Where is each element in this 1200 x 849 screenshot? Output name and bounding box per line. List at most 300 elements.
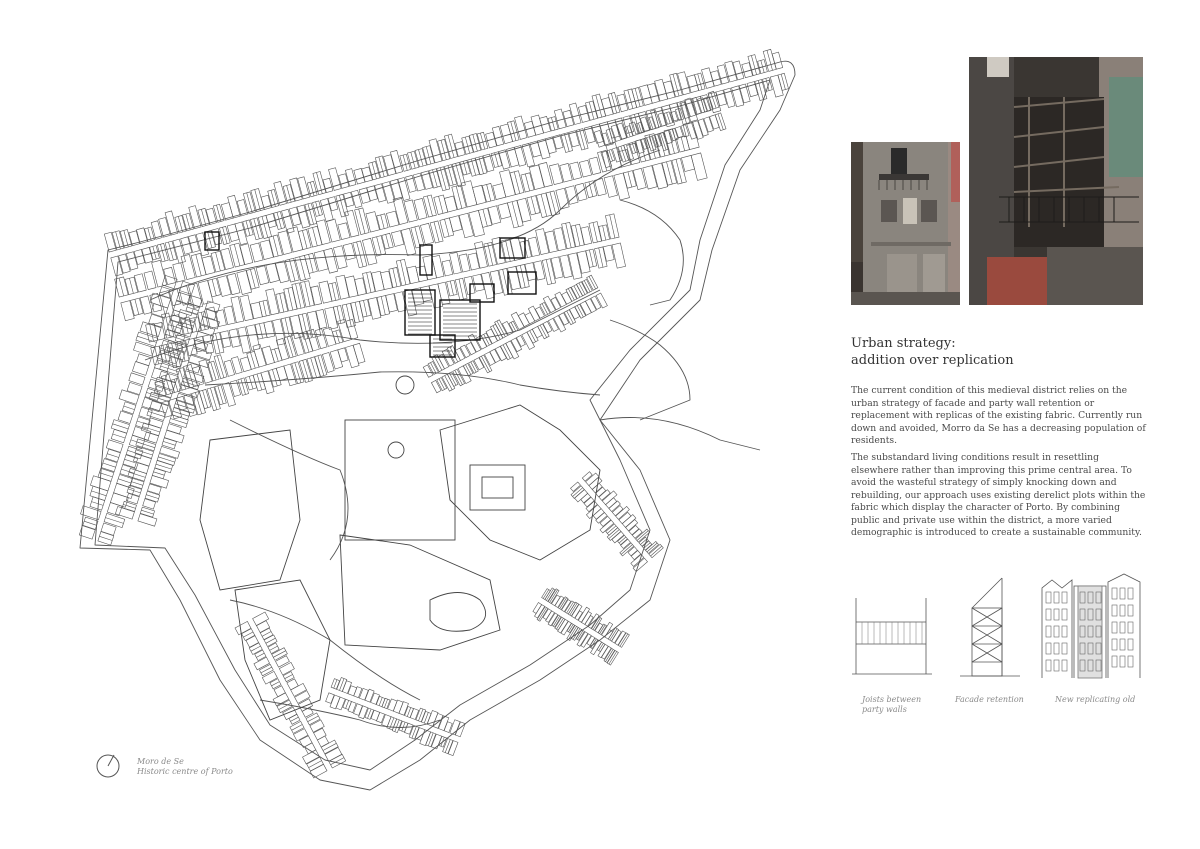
building-parcel	[629, 525, 639, 534]
joists-diagram	[852, 570, 934, 680]
roof-ridge	[256, 653, 264, 657]
roof-ridge	[393, 268, 397, 287]
building-parcel	[276, 338, 288, 360]
building-parcel	[386, 294, 398, 313]
roof-ridge	[285, 675, 293, 679]
intervention-building-4	[508, 272, 536, 294]
building-parcel	[315, 329, 327, 349]
roof-ridge	[445, 376, 453, 390]
roof-ridge	[217, 356, 224, 378]
building-parcel	[582, 472, 592, 482]
caption-facade: Facade retention	[955, 695, 1024, 704]
roof-ridge	[148, 228, 151, 241]
roof-ridge	[364, 300, 368, 316]
building-parcel	[246, 636, 259, 648]
building-parcel	[276, 656, 290, 668]
building-parcel	[770, 75, 783, 97]
window	[1112, 656, 1117, 667]
window	[1128, 656, 1133, 667]
building-parcel	[420, 223, 433, 244]
heading-line-2: addition over replication	[851, 353, 1014, 368]
roof-ridge	[568, 289, 574, 301]
roof-ridge	[313, 228, 318, 246]
window	[1062, 643, 1067, 654]
roof-ridge	[113, 434, 126, 438]
roof-ridge	[196, 255, 202, 276]
roof-ridge	[465, 137, 469, 153]
roof-ridge	[146, 495, 158, 499]
building-parcel	[631, 551, 641, 560]
building-parcel	[663, 81, 675, 99]
building-parcel	[348, 702, 356, 713]
palace-block	[340, 535, 500, 650]
roof-ridge	[272, 682, 280, 686]
building-parcel	[461, 181, 477, 207]
window	[1128, 605, 1133, 616]
roof-ridge	[512, 202, 518, 227]
roof-ridge	[135, 299, 139, 314]
window	[1054, 643, 1059, 654]
roof-ridge	[407, 708, 410, 717]
roof-ridge	[450, 373, 457, 385]
roof-ridge	[503, 345, 510, 359]
new-replicating-old-diagram	[1038, 570, 1148, 682]
building-parcel	[278, 231, 292, 255]
building-parcel	[431, 380, 441, 392]
building-parcel	[404, 200, 417, 222]
building-parcel	[134, 342, 155, 356]
roof-ridge	[483, 209, 487, 226]
building-parcel	[275, 261, 289, 283]
building-parcel	[164, 267, 176, 284]
roof-ridge	[123, 504, 135, 508]
roof-ridge	[541, 194, 547, 216]
section-heading	[851, 335, 1151, 369]
building-parcel	[181, 237, 192, 255]
roof-ridge	[493, 326, 500, 340]
roof-ridge	[216, 333, 220, 353]
window	[1120, 588, 1125, 599]
roof-ridge	[186, 214, 190, 230]
building-parcel	[148, 418, 163, 428]
building-parcel	[142, 247, 153, 263]
roof-ridge	[291, 717, 299, 721]
roof-ridge	[318, 356, 324, 376]
roof-ridge	[300, 257, 306, 280]
roof-ridge	[287, 337, 293, 357]
building-parcel	[647, 83, 659, 103]
building-parcel	[231, 296, 244, 322]
building-parcel	[260, 240, 274, 260]
roof-ridge	[309, 254, 314, 272]
building-parcel	[612, 243, 626, 268]
window	[1054, 660, 1059, 671]
roof-ridge	[530, 331, 536, 342]
building-parcel	[339, 174, 349, 189]
roof-ridge	[434, 356, 442, 370]
caption-replicating: New replicating old	[1055, 695, 1136, 704]
map-caption-title: Moro de Se	[137, 757, 184, 766]
building-parcel	[362, 167, 373, 182]
building-parcel	[254, 657, 270, 670]
roof-ridge	[154, 472, 165, 475]
roof-ridge	[546, 260, 552, 284]
roof-ridge	[628, 172, 632, 187]
roof-ridge	[384, 699, 387, 708]
roof-ridge	[201, 209, 206, 225]
roof-ridge	[211, 362, 216, 380]
building-parcel	[257, 621, 270, 633]
building-parcel	[691, 153, 707, 181]
building-parcel	[119, 254, 131, 273]
roof-ridge	[386, 234, 390, 248]
street-4	[230, 420, 348, 560]
roof-ridge	[263, 301, 266, 316]
west-block	[200, 430, 300, 590]
roof-ridge	[627, 127, 630, 137]
roof-ridge	[427, 196, 432, 216]
window	[1120, 656, 1125, 667]
cathedral-cloister-inner	[482, 477, 513, 498]
roof-ridge	[272, 369, 277, 386]
street-9	[260, 700, 440, 728]
roof-ridge	[103, 463, 116, 467]
building-parcel	[327, 219, 341, 242]
building-parcel	[643, 166, 657, 190]
cathedral-cloister	[470, 465, 525, 510]
building-parcel	[377, 712, 385, 722]
building-parcel	[119, 390, 139, 405]
roof-ridge	[346, 304, 351, 326]
building-parcel	[528, 306, 540, 321]
roof-ridge	[381, 215, 385, 229]
building-parcel	[300, 736, 313, 748]
building-parcel	[221, 248, 234, 269]
building-parcel	[345, 169, 356, 187]
building-parcel	[414, 198, 427, 219]
roof-ridge	[234, 244, 240, 266]
roof-ridge	[118, 479, 131, 483]
building-parcel	[355, 278, 367, 296]
window	[1046, 592, 1051, 603]
street-5	[600, 418, 760, 451]
window	[1128, 639, 1133, 650]
roof-ridge	[610, 215, 615, 238]
roof-ridge	[379, 697, 382, 705]
building-parcel	[510, 237, 523, 261]
window	[1112, 588, 1117, 599]
window	[1046, 626, 1051, 637]
building-parcel	[381, 271, 393, 290]
roof-ridge	[426, 147, 431, 164]
building-parcel	[251, 302, 263, 319]
building-parcel	[191, 348, 212, 360]
window	[1054, 592, 1059, 603]
building-parcel	[455, 348, 465, 360]
roof-ridge	[243, 632, 253, 637]
building-parcel	[353, 343, 365, 363]
window	[1120, 622, 1125, 633]
roof-ridge	[450, 281, 453, 295]
building-parcel	[188, 235, 199, 253]
building-parcel	[772, 52, 783, 69]
building-parcel	[314, 251, 328, 272]
roof-ridge	[216, 252, 221, 271]
roof-ridge	[566, 223, 572, 248]
window	[1046, 643, 1051, 654]
window	[1112, 622, 1117, 633]
roof-ridge	[107, 454, 119, 458]
roof-ridge	[150, 324, 154, 341]
roof-ridge	[310, 182, 314, 196]
building-parcel	[498, 203, 511, 219]
window	[1062, 592, 1067, 603]
roof-ridge	[124, 406, 135, 410]
roof-ridge	[589, 276, 596, 289]
roof-ridge	[124, 230, 129, 247]
roof-ridge	[212, 279, 216, 296]
roof-ridge	[599, 643, 604, 650]
building-parcel	[569, 103, 581, 125]
building-parcel	[390, 150, 402, 173]
building-parcel	[238, 327, 251, 353]
roof-ridge	[357, 242, 364, 267]
tower-circle	[396, 376, 414, 394]
roof-ridge	[266, 638, 276, 643]
roof-ridge	[250, 269, 255, 288]
window	[1128, 622, 1133, 633]
window	[1120, 605, 1125, 616]
roof-ridge	[440, 168, 446, 190]
building-parcel	[628, 547, 637, 556]
building-parcel	[266, 213, 276, 227]
roof-ridge	[580, 129, 585, 149]
roof-ridge	[129, 472, 145, 477]
roof-ridge	[495, 153, 499, 167]
building-parcel	[107, 503, 122, 516]
building-parcel	[368, 298, 381, 320]
roof-ridge	[131, 482, 143, 486]
roof-ridge	[599, 248, 603, 267]
roof-ridge	[400, 260, 406, 285]
building-parcel	[142, 397, 162, 411]
roof-ridge	[141, 510, 153, 514]
roof-ridge	[415, 227, 420, 247]
building-parcel	[202, 256, 215, 275]
roof-ridge	[411, 152, 415, 168]
building-parcel	[126, 252, 138, 270]
building-parcel	[132, 362, 148, 376]
building-parcel	[407, 266, 419, 284]
window	[1128, 588, 1133, 599]
building-parcel	[338, 348, 348, 362]
building-parcel	[295, 691, 311, 704]
roof-ridge	[403, 155, 407, 170]
roof-ridge	[479, 157, 484, 174]
caption-joists: Joists between party walls	[862, 695, 922, 714]
roof-ridge	[218, 386, 223, 404]
roof-ridge	[367, 273, 371, 293]
roof-ridge	[551, 118, 554, 131]
building-parcel	[134, 274, 146, 292]
building-parcel	[622, 515, 636, 528]
window	[1046, 609, 1051, 620]
building-parcel	[460, 345, 470, 358]
roof-ridge	[137, 442, 155, 448]
building-parcel	[717, 65, 728, 84]
roof-ridge	[433, 170, 438, 187]
building-parcel	[317, 736, 328, 747]
roof-ridge	[251, 352, 256, 368]
roof-ridge	[259, 324, 262, 339]
building-parcel	[354, 687, 362, 698]
building-parcel	[276, 366, 287, 381]
building-parcel	[310, 720, 325, 732]
building-parcel	[181, 254, 195, 279]
roof-ridge	[473, 134, 478, 151]
roof-ridge	[84, 521, 97, 525]
building-parcel	[266, 263, 280, 283]
roof-ridge	[649, 137, 654, 150]
building-parcel	[516, 335, 525, 346]
building-parcel	[359, 688, 368, 700]
roof-ridge	[579, 283, 585, 295]
roof-ridge	[346, 700, 349, 708]
building-parcel	[473, 185, 487, 204]
intervention-building-1	[405, 290, 435, 335]
building-parcel	[711, 71, 722, 87]
building-parcel	[134, 250, 145, 265]
building-parcel	[490, 270, 503, 294]
roof-ridge	[273, 236, 278, 256]
roof-ridge	[471, 159, 475, 175]
roof-ridge	[119, 278, 124, 296]
building-parcel	[289, 207, 301, 226]
roof-ridge	[672, 129, 676, 140]
building-parcel	[121, 301, 135, 321]
building-parcel	[326, 693, 335, 704]
roof-ridge	[434, 222, 439, 242]
building-parcel	[560, 255, 573, 278]
window	[1062, 626, 1067, 637]
roof-ridge	[402, 722, 405, 731]
roof-ridge	[607, 526, 616, 534]
roof-ridge	[305, 282, 311, 307]
window	[1054, 626, 1059, 637]
window	[1112, 639, 1117, 650]
roof-ridge	[681, 137, 685, 151]
roof-ridge	[781, 74, 785, 89]
building-parcel	[589, 477, 602, 489]
roof-ridge	[628, 90, 633, 109]
roof-ridge	[156, 464, 172, 469]
window	[1120, 639, 1125, 650]
building-parcel	[148, 484, 162, 495]
paragraph-approach: The substandard living conditions result in resettling elsewhere rather than improving this prime central area. To avoid the wasteful strategy of simply knocking down and rebuilding, our approach uses existing derelict plots within the fabric which display the character of Porto. By combining public and private use within the district, a more varied demographic is introduced to create a sustainable community.	[851, 452, 1146, 538]
roof-ridge	[577, 306, 583, 318]
building-parcel	[291, 683, 307, 696]
roof-ridge	[178, 216, 182, 232]
building-parcel	[545, 231, 557, 253]
roof-ridge	[381, 296, 385, 314]
map-caption-subtitle: Historic centre of Porto	[137, 767, 233, 776]
building-parcel	[307, 329, 319, 351]
roof-ridge	[173, 411, 189, 416]
roof-ridge	[419, 150, 424, 167]
southwest-block	[235, 580, 330, 720]
roof-ridge	[288, 288, 293, 310]
building-parcel	[284, 364, 297, 386]
building-parcel	[140, 296, 152, 314]
window	[1062, 609, 1067, 620]
roof-ridge	[602, 152, 607, 172]
roof-ridge	[262, 632, 271, 637]
roof-ridge	[488, 243, 493, 265]
building-parcel	[345, 210, 359, 237]
roof-ridge	[99, 536, 112, 540]
roof-ridge	[448, 135, 454, 158]
roof-ridge	[355, 302, 359, 322]
roof-ridge	[129, 278, 133, 293]
roof-ridge	[593, 223, 597, 242]
building-parcel	[346, 345, 360, 368]
building-parcel	[423, 365, 433, 377]
roof-ridge	[99, 473, 112, 477]
roof-ridge	[445, 219, 450, 236]
building-parcel	[469, 210, 485, 236]
roof-ridge	[439, 196, 443, 213]
building-parcel	[518, 313, 529, 327]
square-plaza	[345, 420, 455, 540]
north-arrow-icon	[97, 755, 119, 777]
garden-oval	[430, 593, 486, 632]
window	[1046, 660, 1051, 671]
building-parcel	[371, 693, 380, 704]
roof-ridge	[332, 283, 336, 300]
street-8	[230, 600, 420, 700]
roof-ridge	[603, 226, 606, 241]
building-parcel	[217, 276, 231, 297]
building-parcel	[617, 94, 628, 112]
building-parcel	[508, 266, 521, 289]
roof-ridge	[302, 231, 307, 249]
roof-ridge	[106, 518, 124, 524]
roof-ridge	[525, 174, 529, 191]
roof-ridge	[531, 197, 535, 214]
derelict-facade-photo	[851, 142, 960, 305]
roof-ridge	[520, 265, 525, 287]
building-parcel	[563, 110, 574, 126]
building-parcel	[449, 216, 462, 232]
exposed-timber-structure-photo	[969, 57, 1143, 305]
heading-line-1: Urban strategy:	[851, 336, 956, 351]
building-parcel	[675, 127, 683, 138]
building-parcel	[262, 671, 277, 684]
roof-ridge	[113, 424, 129, 429]
roof-ridge	[116, 232, 121, 249]
building-parcel	[367, 186, 378, 201]
roof-ridge	[280, 294, 284, 313]
street-6	[610, 320, 690, 420]
building-parcel	[333, 246, 347, 269]
roof-ridge	[208, 231, 212, 247]
building-parcel	[522, 143, 535, 166]
roof-ridge	[121, 469, 134, 473]
roof-ridge	[271, 190, 275, 206]
roof-ridge	[270, 646, 278, 650]
building-parcel	[266, 289, 279, 315]
roof-ridge	[514, 172, 520, 194]
